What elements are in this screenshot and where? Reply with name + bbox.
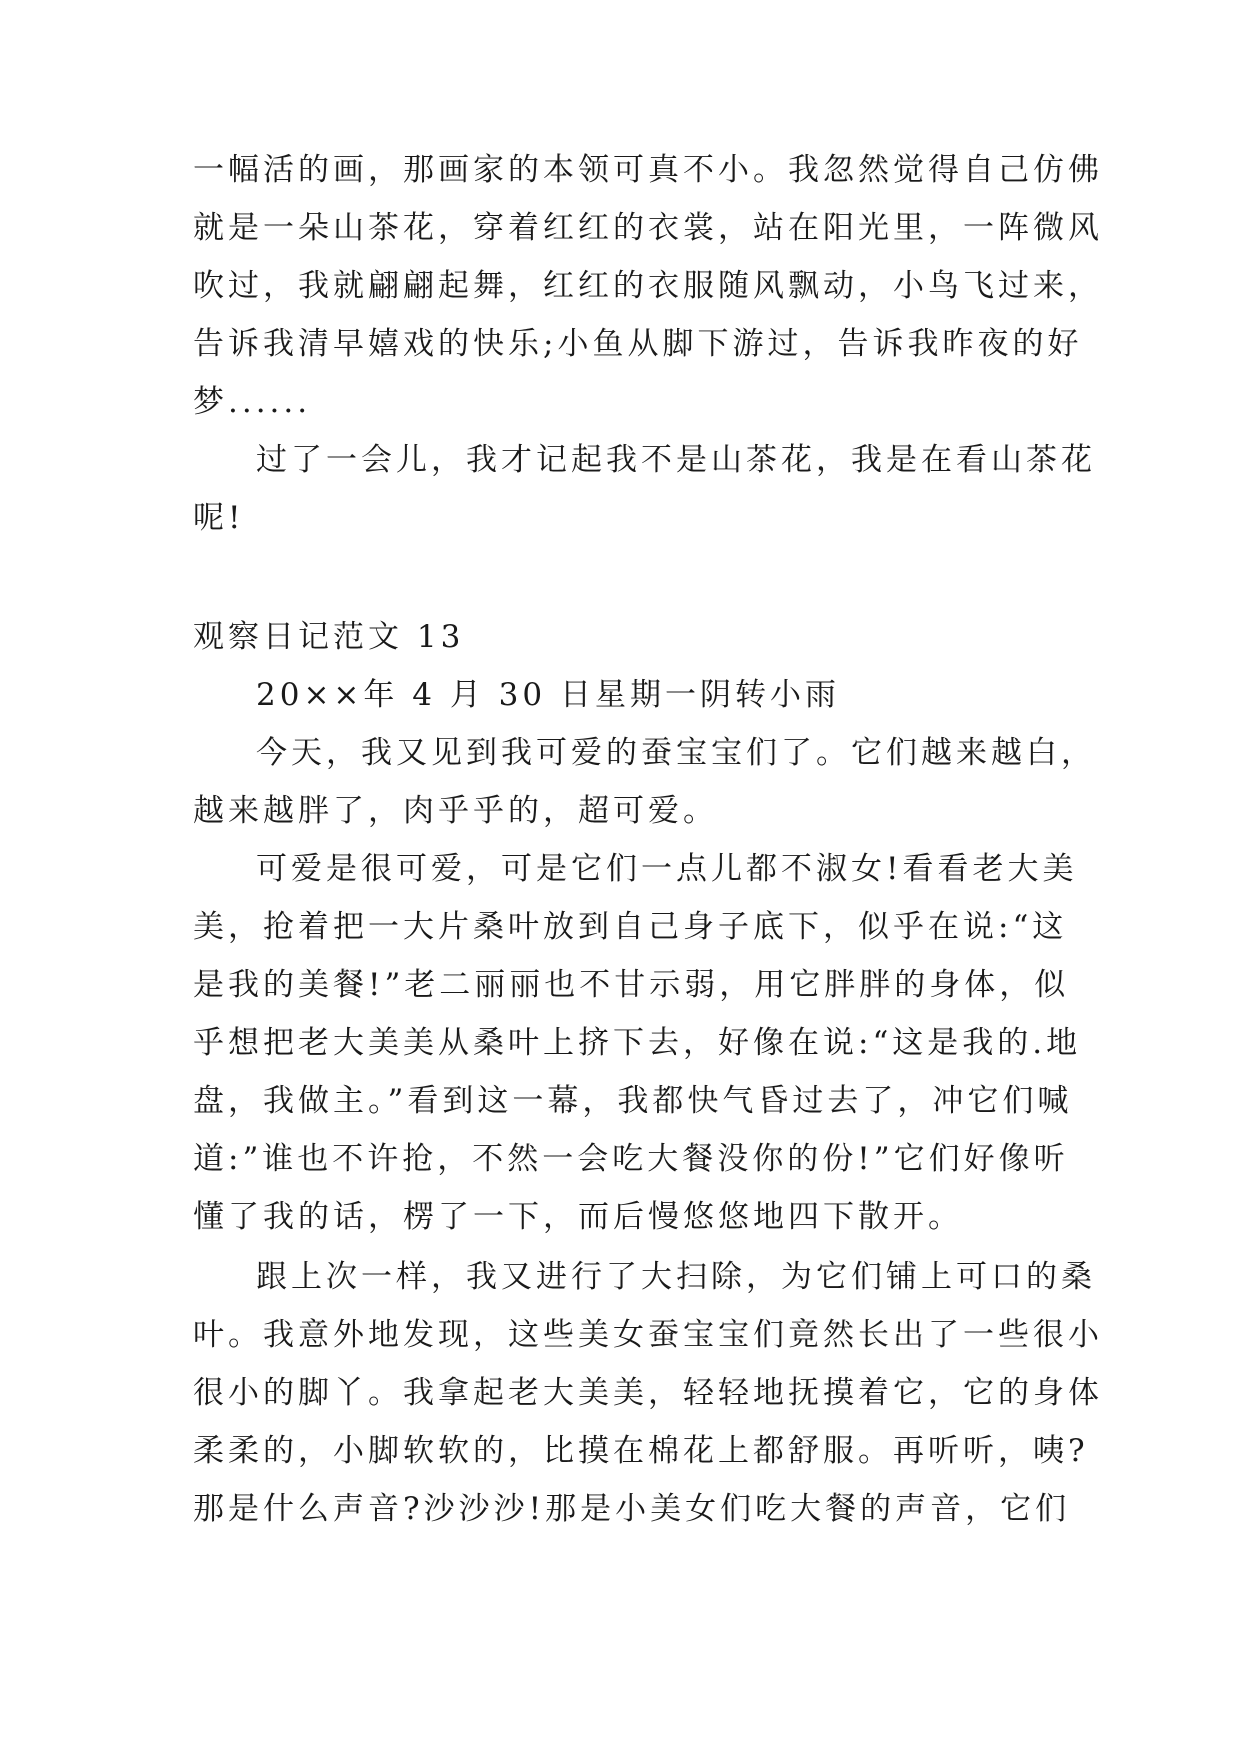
text-line: 懂了我的话，楞了一下，而后慢悠悠地四下散开。 — [193, 1199, 963, 1235]
text-line: 梦...... — [193, 384, 312, 420]
paragraph-start-line: 可爱是很可爱，可是它们一点儿都不淑女!看看老大美 — [256, 851, 1078, 887]
paragraph-start-line: 今天，我又见到我可爱的蚕宝宝们了。它们越来越白， — [256, 735, 1096, 771]
diary-date-line: 20××年 4 月 30 日星期一阴转小雨 — [256, 677, 840, 713]
text-line: 很小的脚丫。我拿起老大美美，轻轻地抚摸着它，它的身体 — [193, 1375, 1103, 1411]
text-line: 美，抢着把一大片桑叶放到自己身子底下，似乎在说:“这 — [193, 909, 1068, 945]
text-line: 是我的美餐!”老二丽丽也不甘示弱，用它胖胖的身体，似 — [193, 967, 1070, 1003]
text-line: 盘，我做主。”看到这一幕，我都快气昏过去了，冲它们喊 — [193, 1083, 1073, 1119]
text-line: 一幅活的画，那画家的本领可真不小。我忽然觉得自己仿佛 — [193, 152, 1103, 188]
text-line: 乎想把老大美美从桑叶上挤下去，好像在说:“这是我的.地 — [193, 1025, 1082, 1061]
text-line: 告诉我清早嬉戏的快乐;小鱼从脚下游过，告诉我昨夜的好 — [193, 326, 1083, 362]
text-line: 柔柔的，小脚软软的，比摸在棉花上都舒服。再听听，咦? — [193, 1433, 1089, 1469]
text-line: 就是一朵山茶花，穿着红红的衣裳，站在阳光里，一阵微风 — [193, 210, 1103, 246]
section-title: 观察日记范文 13 — [193, 619, 465, 655]
text-line: 叶。我意外地发现，这些美女蚕宝宝们竟然长出了一些很小 — [193, 1317, 1103, 1353]
text-line: 那是什么声音?沙沙沙!那是小美女们吃大餐的声音，它们 — [193, 1491, 1071, 1527]
text-line: 道:”谁也不许抢，不然一会吃大餐没你的份!”它们好像听 — [193, 1141, 1069, 1177]
paragraph-start-line: 跟上次一样，我又进行了大扫除，为它们铺上可口的桑 — [256, 1259, 1096, 1295]
text-line: 呢! — [193, 500, 245, 536]
paragraph-start-line: 过了一会儿，我才记起我不是山茶花，我是在看山茶花 — [256, 442, 1096, 478]
text-line: 越来越胖了，肉乎乎的，超可爱。 — [193, 793, 718, 829]
text-line: 吹过，我就翩翩起舞，红红的衣服随风飘动，小鸟飞过来， — [193, 268, 1103, 304]
